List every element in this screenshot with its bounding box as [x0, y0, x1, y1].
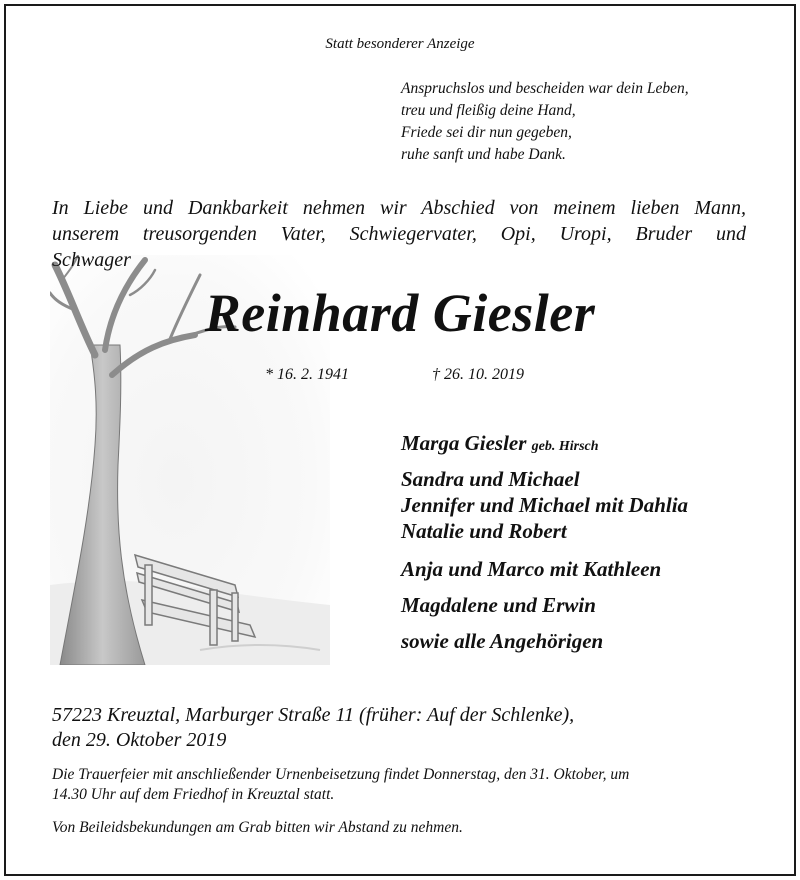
funeral-note-line: 14.30 Uhr auf dem Friedhof in Kreuztal statt.: [52, 786, 335, 803]
intro-line: unserem treusorgenden Vater, Schwiegervater, Opi, Uropi, Bruder und: [52, 223, 746, 245]
family-member: Anja und Marco mit Kathleen: [401, 557, 662, 581]
poem-line: Anspruchslos und bescheiden war dein Leben,: [401, 80, 689, 97]
date-line: den 29. Oktober 2019: [52, 729, 227, 751]
poem-line: treu und fleißig deine Hand,: [401, 102, 576, 119]
poem: [401, 78, 689, 166]
family-member: Sandra und Michael: [401, 467, 580, 491]
poem-line: Friede sei dir nun gegeben,: [401, 124, 572, 141]
notice-header: Statt besonderer Anzeige: [325, 36, 475, 52]
family-member: Natalie und Robert: [401, 519, 567, 543]
family-member: Magdalene und Erwin: [401, 593, 596, 617]
intro-line: Schwager: [52, 249, 131, 271]
poem-line: ruhe sanft und habe Dank.: [401, 146, 566, 163]
intro-text: [52, 195, 746, 273]
family-member: sowie alle Angehörigen: [401, 629, 604, 653]
funeral-note-line: Die Trauerfeier mit anschließender Urnenbeisetzung findet Donnerstag, den 31. Oktober, um: [52, 766, 630, 783]
address-line: 57223 Kreuztal, Marburger Straße 11 (früher: Auf der Schlenke),: [52, 704, 575, 726]
intro-line: In Liebe und Dankbarkeit nehmen wir Abschied von meinem lieben Mann,: [52, 197, 746, 219]
spouse-maiden-name: geb. Hirsch: [531, 439, 599, 454]
condolence-note: Von Beileidsbekundungen am Grab bitten wir Abstand zu nehmen.: [52, 819, 463, 836]
funeral-note: [52, 765, 772, 805]
deceased-name: Reinhard Giesler: [204, 283, 596, 343]
death-date: † 26. 10. 2019: [432, 366, 524, 383]
spouse-name: Marga Giesler: [401, 431, 527, 455]
birth-date: * 16. 2. 1941: [265, 366, 349, 383]
address-block: [52, 703, 574, 753]
family-member: Jennifer und Michael mit Dahlia: [401, 493, 689, 517]
spouse: [401, 431, 599, 456]
